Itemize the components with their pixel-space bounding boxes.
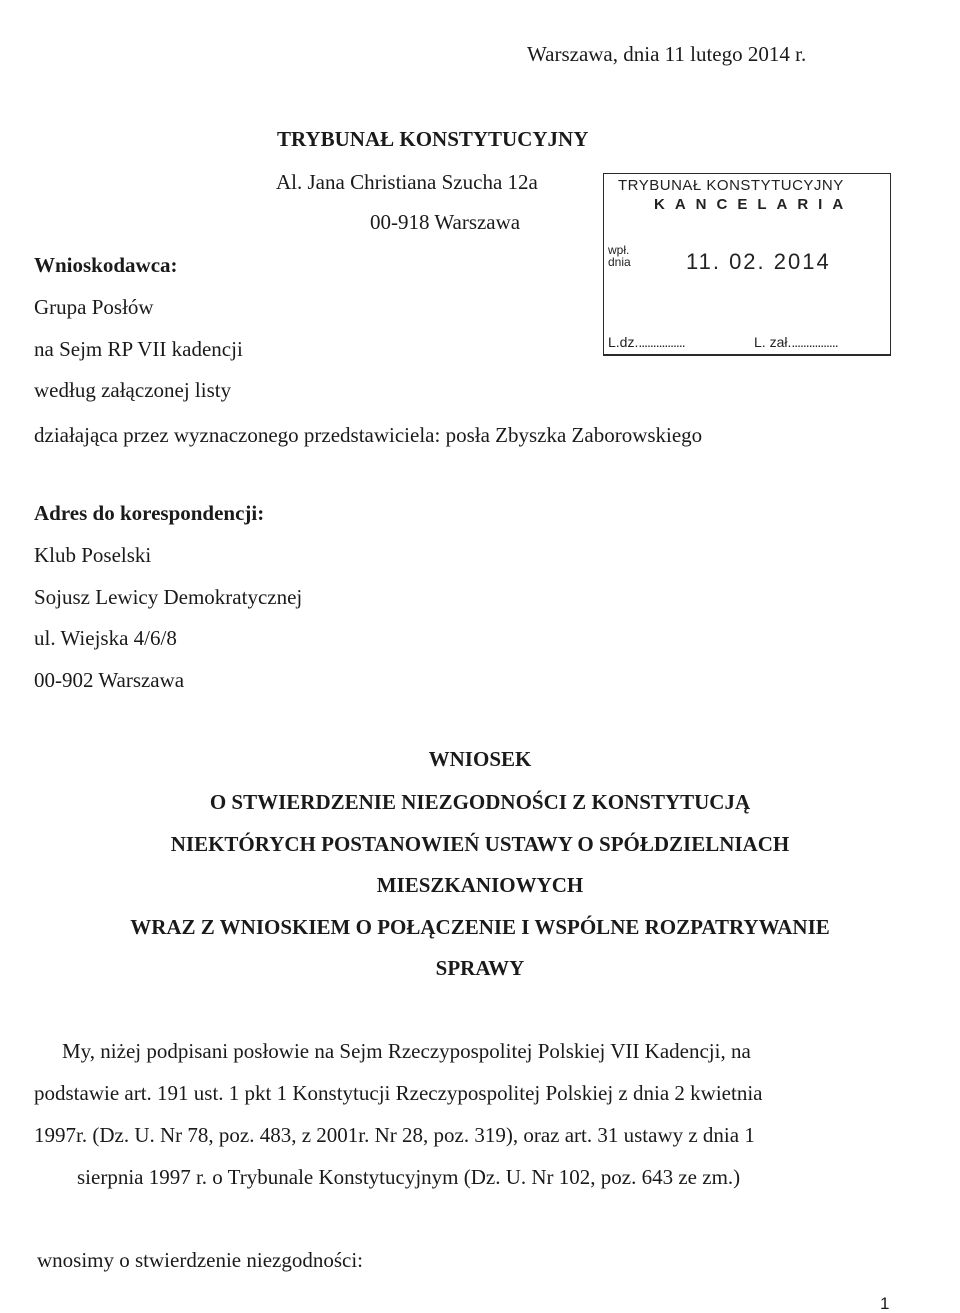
title-line-4: MIESZKANIOWYCH [376,873,584,897]
stamp-lzal [754,334,838,350]
title-line-1: WNIOSEK [428,747,532,771]
addressee-street: Al. Jana Christiana Szucha 12a [276,170,538,194]
body-line-1: My, niżej podpisani posłowie na Sejm Rzeczypospolitej Polskiej VII Kadencji, na [62,1039,751,1063]
correspondence-line-1: Klub Poselski [34,543,152,567]
stamp-title: TRYBUNAŁ KONSTYTUCYJNY [618,177,844,194]
stamp-ldz-dots: ................ [638,334,685,350]
stamp-lzal-dots: ................ [791,334,838,350]
addressee-city: 00-918 Warszawa [370,210,521,234]
correspondence-label: Adres do korespondencji: [34,501,265,525]
applicant-line-2: na Sejm RP VII kadencji [34,337,243,361]
request-line: wnosimy o stwierdzenie niezgodności: [37,1248,364,1272]
title-line-5: WRAZ Z WNIOSKIEM O POŁĄCZENIE I WSPÓLNE ROZPATRYWANIE [130,915,830,939]
applicant-representative: działająca przez wyznaczonego przedstawiciela: posła Zbyszka Zaborowskiego [34,423,703,447]
stamp-ldz-label: L.dz. [608,334,639,350]
body-line-3: 1997r. (Dz. U. Nr 78, poz. 483, z 2001r. Nr 28, poz. 319), oraz art. 31 ustawy z dnia 1 [34,1123,755,1147]
title-line-3: NIEKTÓRYCH POSTANOWIEŃ USTAWY O SPÓŁDZIELNIACH [170,832,790,856]
applicant-line-1: Grupa Posłów [34,295,154,319]
registry-stamp [603,173,891,356]
stamp-dnia-label: dnia [608,255,631,269]
correspondence-line-3: ul. Wiejska 4/6/8 [34,626,177,650]
applicant-line-3: według załączonej listy [34,378,232,402]
addressee-name: TRYBUNAŁ KONSTYTUCYJNY [277,127,589,151]
correspondence-line-4: 00-902 Warszawa [34,668,185,692]
stamp-wpl-label: wpł. [608,243,630,257]
stamp-ldz [608,334,685,350]
title-line-6: SPRAWY [435,956,525,980]
stamp-lzal-label: L. zał. [754,334,792,350]
stamp-office: KANCELARIA [654,196,854,213]
stamp-date: 11. 02. 2014 [686,249,831,274]
place-date: Warszawa, dnia 11 lutego 2014 r. [527,42,807,66]
page-number: 1 [880,1294,890,1313]
body-line-4: sierpnia 1997 r. o Trybunale Konstytucyjnym (Dz. U. Nr 102, poz. 643 ze zm.) [77,1165,741,1189]
title-line-2: O STWIERDZENIE NIEZGODNOŚCI Z KONSTYTUCJĄ [209,790,751,814]
correspondence-line-2: Sojusz Lewicy Demokratycznej [34,585,303,609]
applicant-label: Wnioskodawca: [34,253,178,277]
body-line-2: podstawie art. 191 ust. 1 pkt 1 Konstytucji Rzeczypospolitej Polskiej z dnia 2 kwietnia [34,1081,763,1105]
